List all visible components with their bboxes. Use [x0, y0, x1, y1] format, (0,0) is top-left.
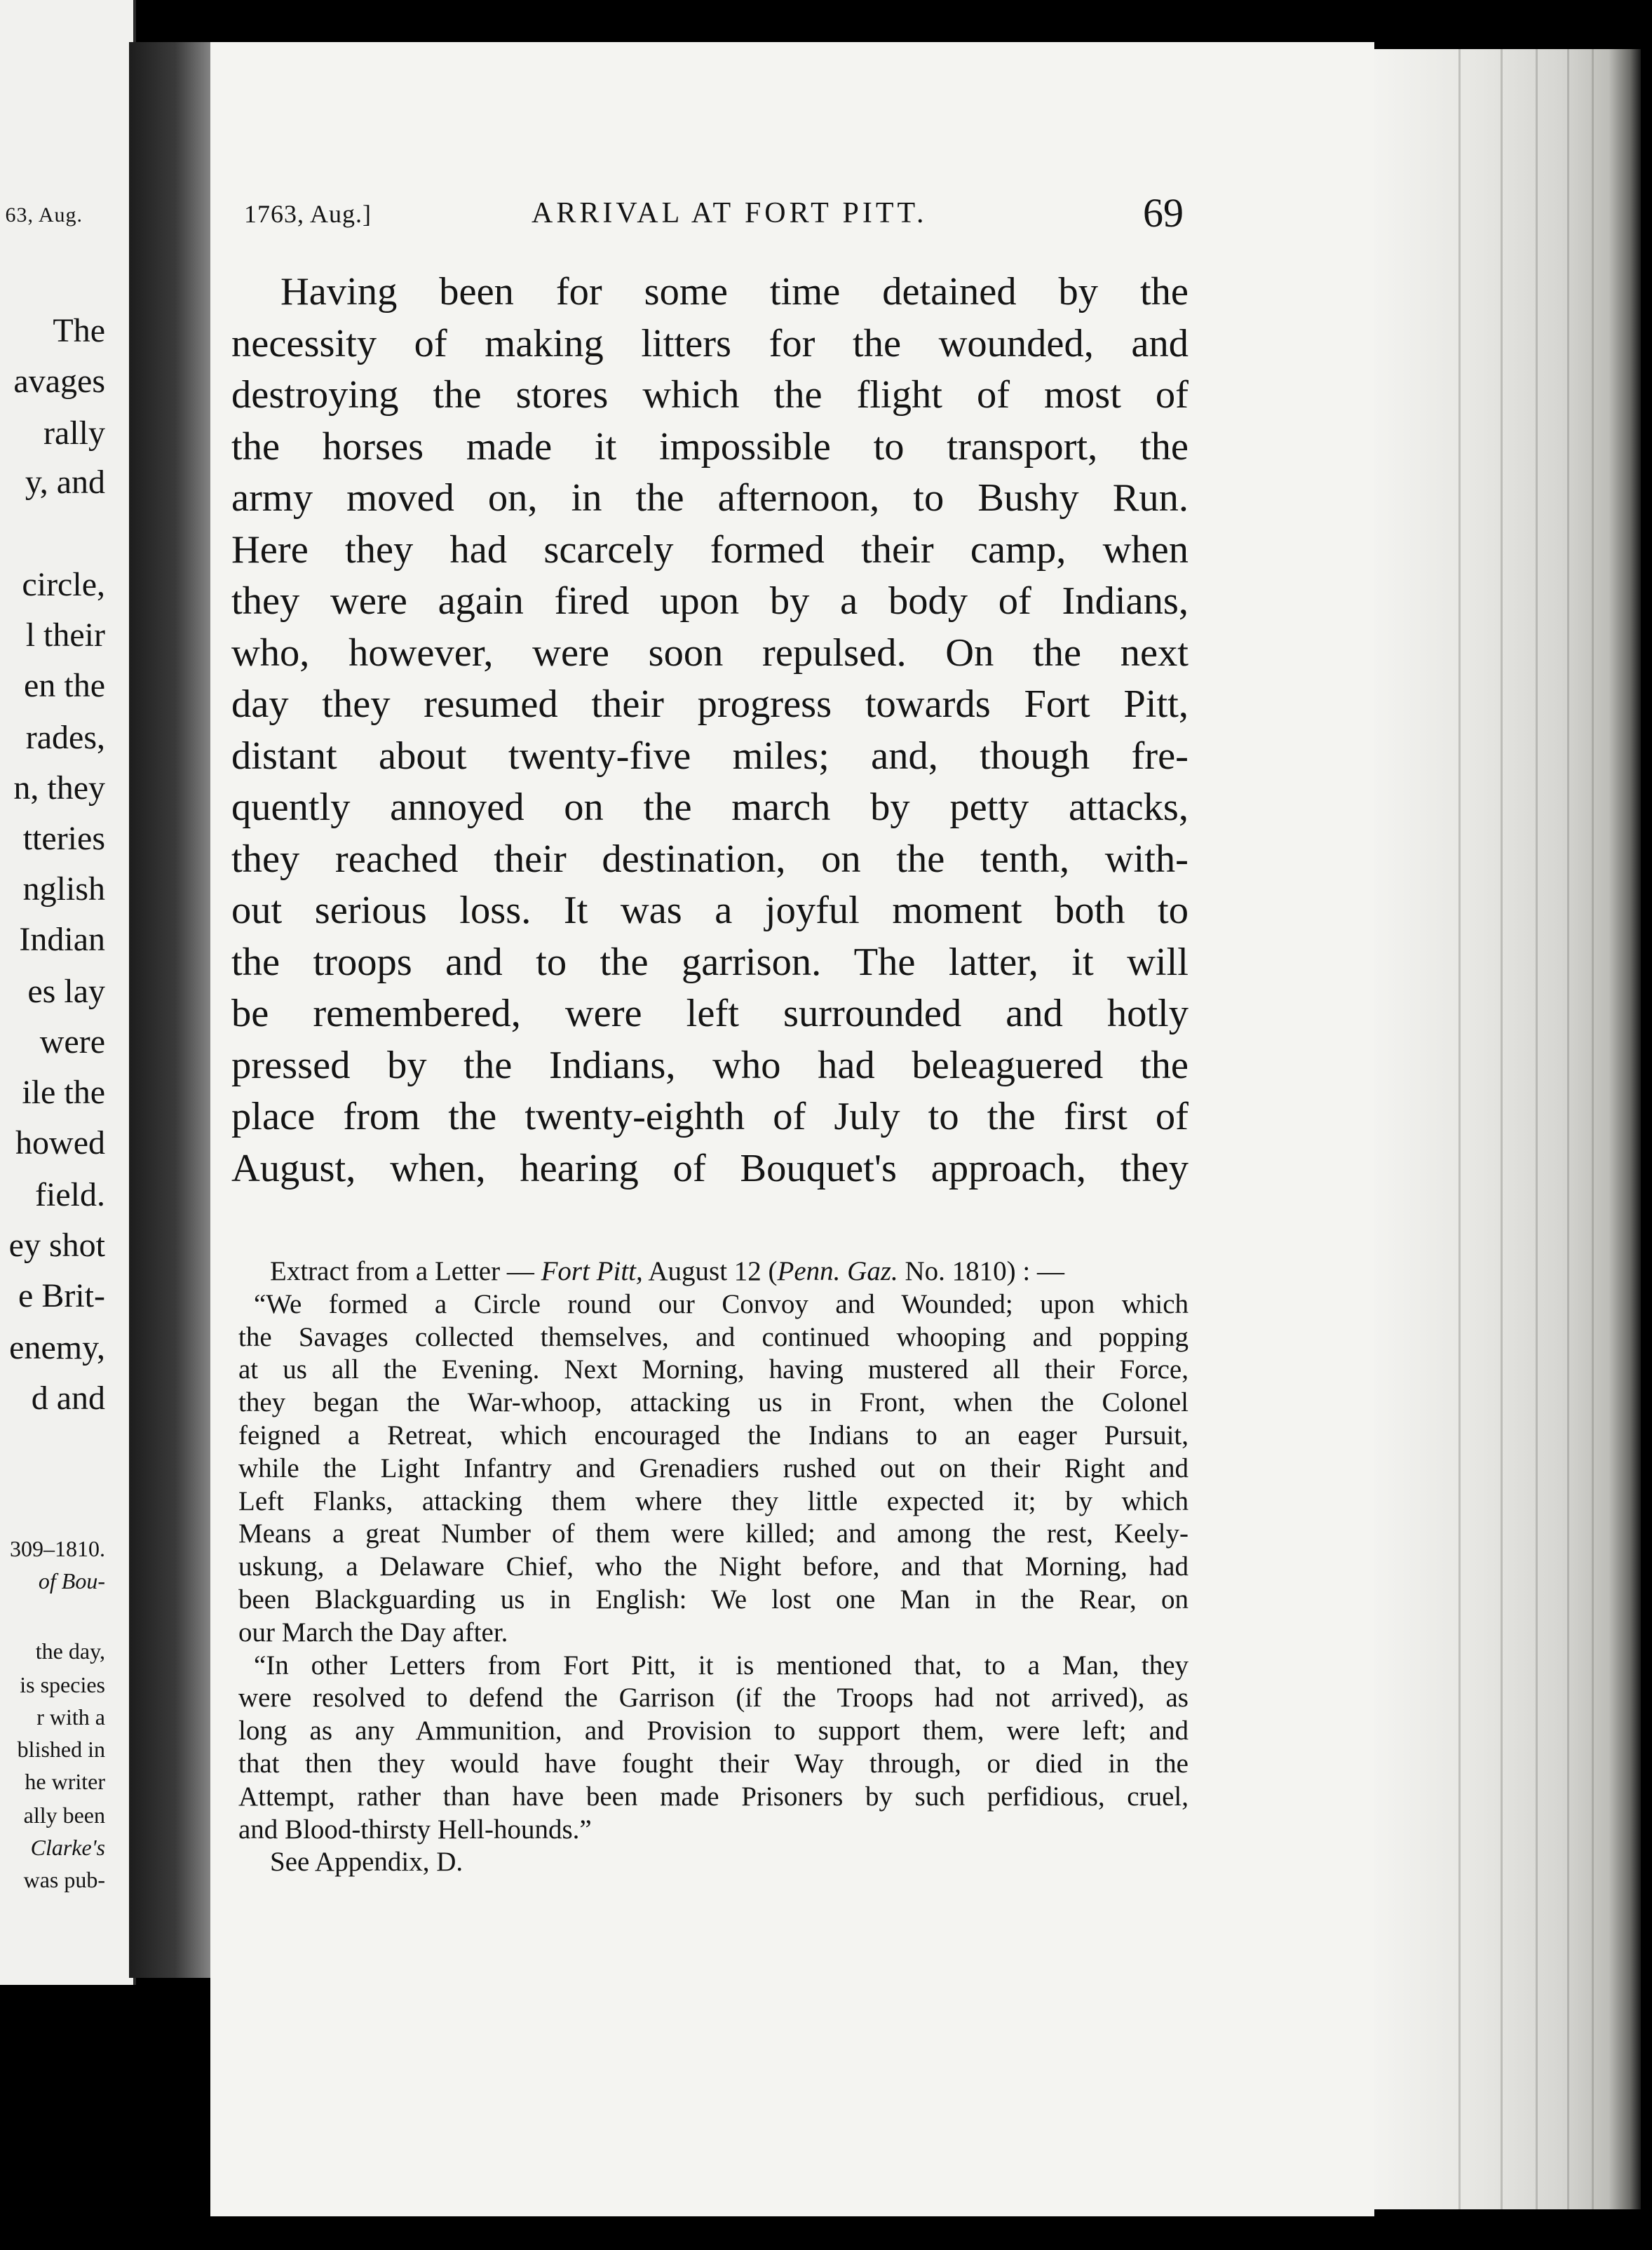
footnote-line: our March the Day after.: [238, 1617, 508, 1648]
page-edge-line: [1536, 49, 1538, 2209]
book-gutter-shadow: [129, 42, 213, 1978]
page-number: 69: [1143, 190, 1184, 236]
facing-page-footnote-line: of Bou-: [38, 1568, 105, 1594]
body-line: they were again fired upon by a body of Indians,: [231, 579, 1189, 623]
body-line: quently annoyed on the march by petty attacks,: [231, 786, 1189, 829]
footnote-line: and Blood-thirsty Hell-hounds.”: [238, 1814, 592, 1845]
footnote-line: uskung, a Delaware Chief, who the Night before, and that Morning, had: [238, 1551, 1189, 1582]
facing-page-footnote-line: Clarke's: [30, 1835, 105, 1860]
page-edge-line: [1501, 49, 1503, 2209]
body-line: army moved on, in the afternoon, to Bushy Run.: [231, 476, 1189, 520]
facing-page-footnote-line: is species: [20, 1672, 105, 1697]
facing-page-footnote-line: he writer: [25, 1769, 105, 1794]
body-line: place from the twenty-eighth of July to the first of: [231, 1095, 1189, 1138]
facing-page-footnote-line: the day,: [35, 1638, 105, 1664]
footnote-citation: [238, 1255, 1189, 1288]
body-line: pressed by the Indians, who had beleaguered the: [231, 1043, 1189, 1087]
facing-page-line: avages: [13, 363, 105, 400]
footnote-appendix-reference: See Appendix, D.: [270, 1847, 463, 1878]
page-edge-line: [1458, 49, 1461, 2209]
body-line: destroying the stores which the flight of most of: [231, 373, 1189, 417]
footnote-line: “In other Letters from Fort Pitt, it is mentioned that, to a Man, they: [254, 1650, 1189, 1680]
footnote-line: the Savages collected themselves, and continued whooping and popping: [238, 1321, 1189, 1352]
body-line: out serious loss. It was a joyful moment both to: [231, 889, 1189, 932]
body-text: [231, 267, 1189, 1194]
citation-place: Fort Pitt,: [541, 1256, 643, 1286]
footnote-line: long as any Ammunition, and Provision to support them, were left; and: [238, 1716, 1189, 1746]
citation-text: Extract from a Letter —: [270, 1256, 541, 1286]
body-line: day they resumed their progress towards Fort Pitt,: [231, 682, 1189, 726]
citation-source: Penn. Gaz.: [777, 1256, 898, 1286]
facing-page-line: e Brit-: [18, 1277, 105, 1314]
facing-page-line: n, they: [13, 769, 105, 807]
body-line: who, however, were soon repulsed. On the next: [231, 631, 1189, 675]
footnote: [238, 1255, 1189, 1879]
facing-page-line: en the: [24, 667, 105, 704]
page-edge-line: [1592, 49, 1594, 2209]
footnote-line: Left Flanks, attacking them where they little expected it; by which: [238, 1486, 1189, 1516]
facing-page-line: were: [39, 1023, 105, 1060]
footnote-line: Attempt, rather than have been made Prisoners by such perfidious, cruel,: [238, 1781, 1189, 1812]
footnote-line: that then they would have fought their Way through, or died in the: [238, 1748, 1189, 1779]
body-line: August, when, hearing of Bouquet's approach, they: [231, 1146, 1189, 1190]
footnote-line: at us all the Evening. Next Morning, having mustered all their Force,: [238, 1354, 1189, 1385]
footnote-line: they began the War-whoop, attacking us in Front, when the Colonel: [238, 1387, 1189, 1418]
facing-page-line: circle,: [22, 566, 105, 603]
body-line: necessity of making litters for the wounded, and: [231, 321, 1189, 365]
facing-page-line: Indian: [19, 921, 105, 958]
page-edges: [1374, 49, 1641, 2209]
facing-page-line: field.: [35, 1176, 105, 1213]
footnote-line: been Blackguarding us in English: We lost one Man in the Rear, on: [238, 1584, 1189, 1615]
body-line: they reached their destination, on the tenth, with-: [231, 837, 1189, 881]
footnote-line: Means a great Number of them were killed; and among the rest, Keely-: [238, 1518, 1189, 1549]
facing-page-line: y, and: [25, 464, 105, 501]
facing-page-line: tteries: [22, 820, 105, 857]
facing-page-fragment: [0, 0, 136, 1985]
facing-page-line: nglish: [22, 870, 105, 908]
facing-page-footnote-line: blished in: [17, 1737, 105, 1762]
page-edge-line: [1567, 49, 1569, 2209]
book-page: [210, 42, 1374, 2216]
body-line: distant about twenty-five miles; and, though fre-: [231, 734, 1189, 778]
footnote-line: were resolved to defend the Garrison (if the Troops had not arrived), as: [238, 1683, 1189, 1713]
facing-page-line: l their: [25, 617, 105, 654]
body-line: the troops and to the garrison. The latter, it will: [231, 940, 1189, 984]
running-head: [244, 189, 1184, 245]
running-head-date: 1763, Aug.]: [244, 200, 372, 228]
facing-page-line: ile the: [22, 1074, 105, 1111]
facing-page-footnote-line: ally been: [23, 1803, 105, 1828]
facing-page-line: rally: [43, 415, 105, 452]
footnote-line: while the Light Infantry and Grenadiers rushed out on their Right and: [238, 1453, 1189, 1483]
facing-page-line: The: [53, 312, 105, 349]
facing-page-footnote-line: 309–1810.: [10, 1536, 105, 1561]
facing-page-footnote-line: r with a: [36, 1704, 105, 1730]
running-head-title: ARRIVAL AT FORT PITT.: [532, 197, 928, 229]
citation-number: No. 1810) : —: [898, 1256, 1064, 1286]
citation-date: August 12 (: [642, 1256, 778, 1286]
body-line: Having been for some time detained by the: [280, 270, 1189, 314]
facing-page-line: rades,: [25, 719, 105, 756]
facing-page-line: howed: [15, 1124, 105, 1161]
footnote-line: feigned a Retreat, which encouraged the Indians to an eager Pursuit,: [238, 1420, 1189, 1450]
facing-page-header: 63, Aug.: [5, 203, 83, 227]
body-line: the horses made it impossible to transport, the: [231, 424, 1189, 469]
facing-page-line: enemy,: [9, 1329, 105, 1366]
facing-page-line: ey shot: [8, 1227, 105, 1264]
facing-page-line: d and: [31, 1380, 105, 1417]
facing-page-line: es lay: [27, 973, 105, 1010]
body-line: Here they had scarcely formed their camp, when: [231, 527, 1189, 572]
body-line: be remembered, were left surrounded and hotly: [231, 992, 1189, 1035]
facing-page-footnote-line: was pub-: [23, 1867, 105, 1892]
footnote-line: “We formed a Circle round our Convoy and Wounded; upon which: [254, 1288, 1189, 1319]
